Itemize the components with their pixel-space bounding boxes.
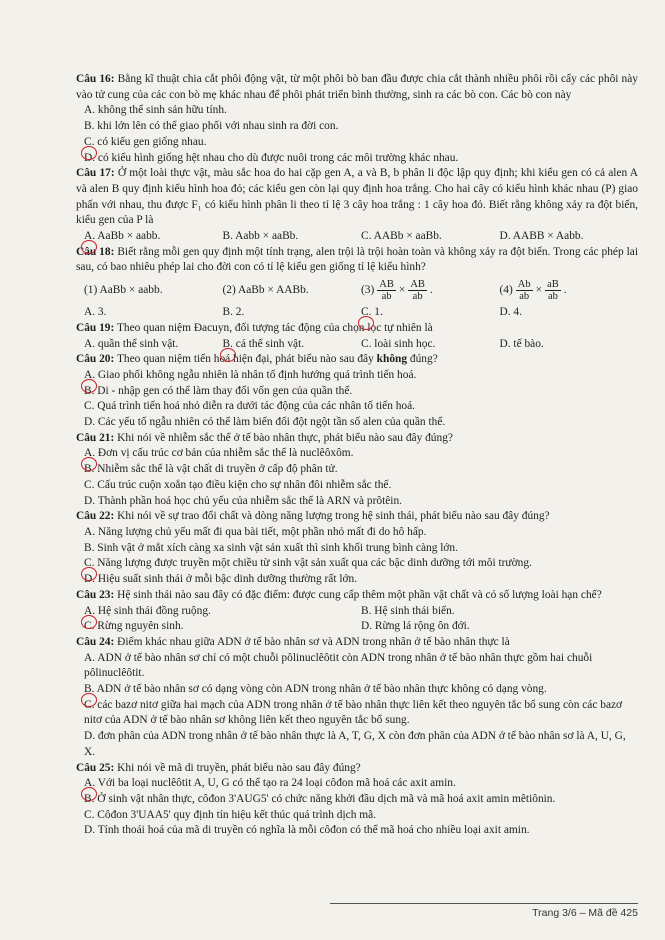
options-19: [84, 337, 638, 353]
options-17: [84, 229, 638, 245]
question-18: Câu 18: Biết rằng mỗi gen quy định một tính trạng, alen trội là trội hoàn toàn và không xảy ra đột biến. Trong các phép lai sau, có bao nhiêu phép lai cho đời con có tỉ lệ kiểu gen giống tỉ lệ kiểu hình?: [76, 245, 638, 274]
option-23b[interactable]: B. Hệ sinh thái biển.: [361, 604, 455, 617]
option-20d[interactable]: D. Các yếu tố ngẫu nhiên có thể làm biến đổi đột ngột tần số alen của quần thể.: [84, 416, 446, 429]
cross-4: (4) $\frac{Ab}{ab}$ × $\frac{aB}{ab}$ .: [499, 279, 567, 303]
options-18: [84, 305, 638, 321]
option-17b[interactable]: B. Aabb × aaBb.: [222, 230, 299, 243]
option-20c[interactable]: C. Quá trình tiến hoá nhỏ diễn ra dưới tác động của các nhân tố tiến hoá.: [84, 400, 416, 413]
option-19b[interactable]: B. cá thể sinh vật.: [222, 337, 305, 350]
option-19d[interactable]: D. tế bào.: [499, 337, 544, 350]
option-22c[interactable]: C. Năng lượng được truyền một chiều từ sinh vật sản xuất qua các bậc dinh dưỡng tới môi trường.: [84, 557, 532, 570]
option-21a[interactable]: A. Đơn vị cấu trúc cơ bản của nhiễm sắc thể là nuclêôxôm.: [84, 447, 354, 460]
option-25d[interactable]: D. Tính thoái hoá của mã di truyền có nghĩa là mỗi côđon có thể mã hoá cho nhiều loại axit amin.: [84, 824, 530, 837]
option-20a[interactable]: A. Giao phối không ngẫu nhiên là nhân tố định hướng quá trình tiến hoá.: [84, 368, 417, 381]
option-17d[interactable]: D. AABB × Aabb.: [499, 230, 584, 243]
fraction-3b: $\frac{AB}{ab}$: [410, 279, 425, 303]
option-23a[interactable]: A. Hệ sinh thái đồng ruộng.: [84, 604, 211, 617]
option-17a[interactable]: A. AaBb × aabb.: [84, 230, 161, 243]
option-25a[interactable]: A. Với ba loại nuclêôtit A, U, G có thể tạo ra 24 loại côđon mã hoá các axit amin.: [84, 777, 456, 790]
options-23-row2: [84, 619, 638, 635]
question-19: Câu 19: Theo quan niệm Đacuyn, đối tượng tác động của chọn lọc tự nhiên là: [76, 321, 433, 334]
option-22b[interactable]: B. Sinh vật ở mắt xích càng xa sinh vật sản xuất thì sinh khối trung bình càng lớn.: [84, 541, 458, 554]
option-19a[interactable]: A. quần thể sinh vật.: [84, 337, 179, 350]
option-21b[interactable]: B. Nhiễm sắc thể là vật chất di truyền ở cấp độ phân tử.: [84, 463, 338, 476]
question-23: Câu 23: Hệ sinh thái nào sau đây có đặc điểm: được cung cấp thêm một phần vật chất và có số lượng loài hạn chế?: [76, 588, 602, 601]
option-16b[interactable]: B. khi lớn lên có thể giao phối với nhau sinh ra đời con.: [84, 120, 339, 133]
question-list: [76, 72, 638, 839]
option-22d[interactable]: D. Hiệu suất sinh thái ở mỗi bậc dinh dưỡng thường rất lớn.: [84, 573, 358, 586]
question-21: Câu 21: Khi nói về nhiễm sắc thể ở tế bào nhân thực, phát biểu nào sau đây đúng?: [76, 431, 453, 444]
question-25: Câu 25: Khi nói về mã di truyền, phát biểu nào sau đây đúng?: [76, 761, 361, 774]
crosses-18: [84, 279, 638, 302]
cross-2: (2) AaBb × AABb.: [222, 283, 309, 296]
option-20b[interactable]: B. Di - nhập gen có thể làm thay đổi vốn gen của quần thể.: [84, 384, 353, 397]
question-17: Câu 17: Ở một loài thực vật, màu sắc hoa do hai cặp gen A, a và B, b phân li độc lập quy định; khi kiểu gen có cả alen A và alen B quy định kiểu hình hoa đỏ; các kiểu gen còn lại quy định hoa trắng. Cho hai cây có kiểu hình khác nhau (P) giao phấn với nhau, thu được F₁ có kiểu hình phân li theo tỉ lệ 3 cây hoa trắng : 1 cây hoa đỏ. Biết rằng không xảy ra đột biến, kiểu gen của P là: [76, 167, 638, 227]
option-16a[interactable]: A. không thể sinh sản hữu tính.: [84, 104, 227, 117]
question-22: Câu 22: Khi nói về sự trao đổi chất và dòng năng lượng trong hệ sinh thái, phát biểu nào sau đây đúng?: [76, 510, 550, 523]
option-22a[interactable]: A. Năng lượng chủ yếu mất đi qua bài tiết, một phần nhỏ mất đi do hô hấp.: [84, 525, 427, 538]
cross-1: (1) AaBb × aabb.: [84, 283, 163, 296]
option-17c[interactable]: C. AABb × aaBb.: [361, 230, 442, 243]
cross-3: (3) $\frac{AB}{ab}$ × $\frac{AB}{ab}$ .: [361, 279, 433, 303]
fraction-4b: $\frac{aB}{ab}$: [547, 279, 559, 303]
option-18a[interactable]: A. 3.: [84, 306, 107, 319]
page-footer: Trang 3/6 – Mã đề 425: [330, 903, 638, 919]
option-21d[interactable]: D. Thành phần hoá học chủ yếu của nhiễm sắc thể là ARN và prôtêin.: [84, 494, 403, 507]
option-21c[interactable]: C. Cấu trúc cuộn xoắn tạo điều kiện cho sự nhân đôi nhiễm sắc thể.: [84, 478, 392, 491]
option-24b[interactable]: B. ADN ở tế bào nhân sơ có dạng vòng còn ADN trong nhân ở tế bào nhân thực không có dạng vòng.: [84, 683, 547, 696]
question-24: Câu 24: Điểm khác nhau giữa ADN ở tế bào nhân sơ và ADN trong nhân ở tế bào nhân thực là: [76, 635, 510, 648]
option-24a[interactable]: A. ADN ở tế bào nhân sơ chỉ có một chuỗi pôlinuclêôtit còn ADN trong nhân ở tế bào nhân thực gồm hai chuỗi pôlinuclêôtit.: [84, 651, 593, 680]
option-18d[interactable]: D. 4.: [499, 306, 522, 319]
option-19c[interactable]: C. loài sinh học.: [361, 337, 436, 350]
fraction-4a: $\frac{Ab}{ab}$: [517, 279, 531, 303]
fraction-3a: $\frac{AB}{ab}$: [379, 279, 394, 303]
options-23-row1: [84, 604, 638, 620]
option-24c[interactable]: C. các bazơ nitơ giữa hai mạch của ADN trong nhân ở tế bào nhân thực liên kết theo nguyên tắc bổ sung còn các bazơ nitơ của ADN ở tế bào nhân sơ không liên kết theo nguyên tắc bổ sung.: [84, 698, 623, 727]
option-25c[interactable]: C. Côđon 3'UAA5' quy định tín hiệu kết thúc quá trình dịch mã.: [84, 808, 377, 821]
option-16c[interactable]: C. có kiểu gen giống nhau.: [84, 135, 207, 148]
option-25b[interactable]: B. Ở sinh vật nhân thực, côđon 3'AUG5' có chức năng khởi đầu dịch mã và mã hoá axit amin mêtiônin.: [84, 792, 556, 805]
option-18c[interactable]: C. 1.: [361, 306, 383, 319]
question-16: Câu 16: Bằng kĩ thuật chia cắt phôi động vật, từ một phôi bò ban đầu được chia cắt thành nhiều phôi rồi cấy các phôi này vào tử cung của các con bò mẹ khác nhau để phôi phát triển bình thường, sinh ra các bò con. Các bò con này: [76, 73, 638, 101]
option-24d[interactable]: D. đơn phân của ADN trong nhân ở tế bào nhân thực là A, T, G, X còn đơn phân của ADN ở tế bào nhân sơ là A, U, G, X.: [84, 730, 626, 758]
question-20: Câu 20: Theo quan niệm tiến hoá hiện đại, phát biểu nào sau đây không đúng?: [76, 353, 438, 366]
option-23c[interactable]: C. Rừng nguyên sinh.: [84, 620, 184, 633]
option-23d[interactable]: D. Rừng lá rộng ôn đới.: [361, 620, 470, 633]
option-18b[interactable]: B. 2.: [222, 306, 245, 319]
option-16d[interactable]: D. có kiểu hình giống hệt nhau cho dù được nuôi trong các môi trường khác nhau.: [84, 151, 459, 164]
